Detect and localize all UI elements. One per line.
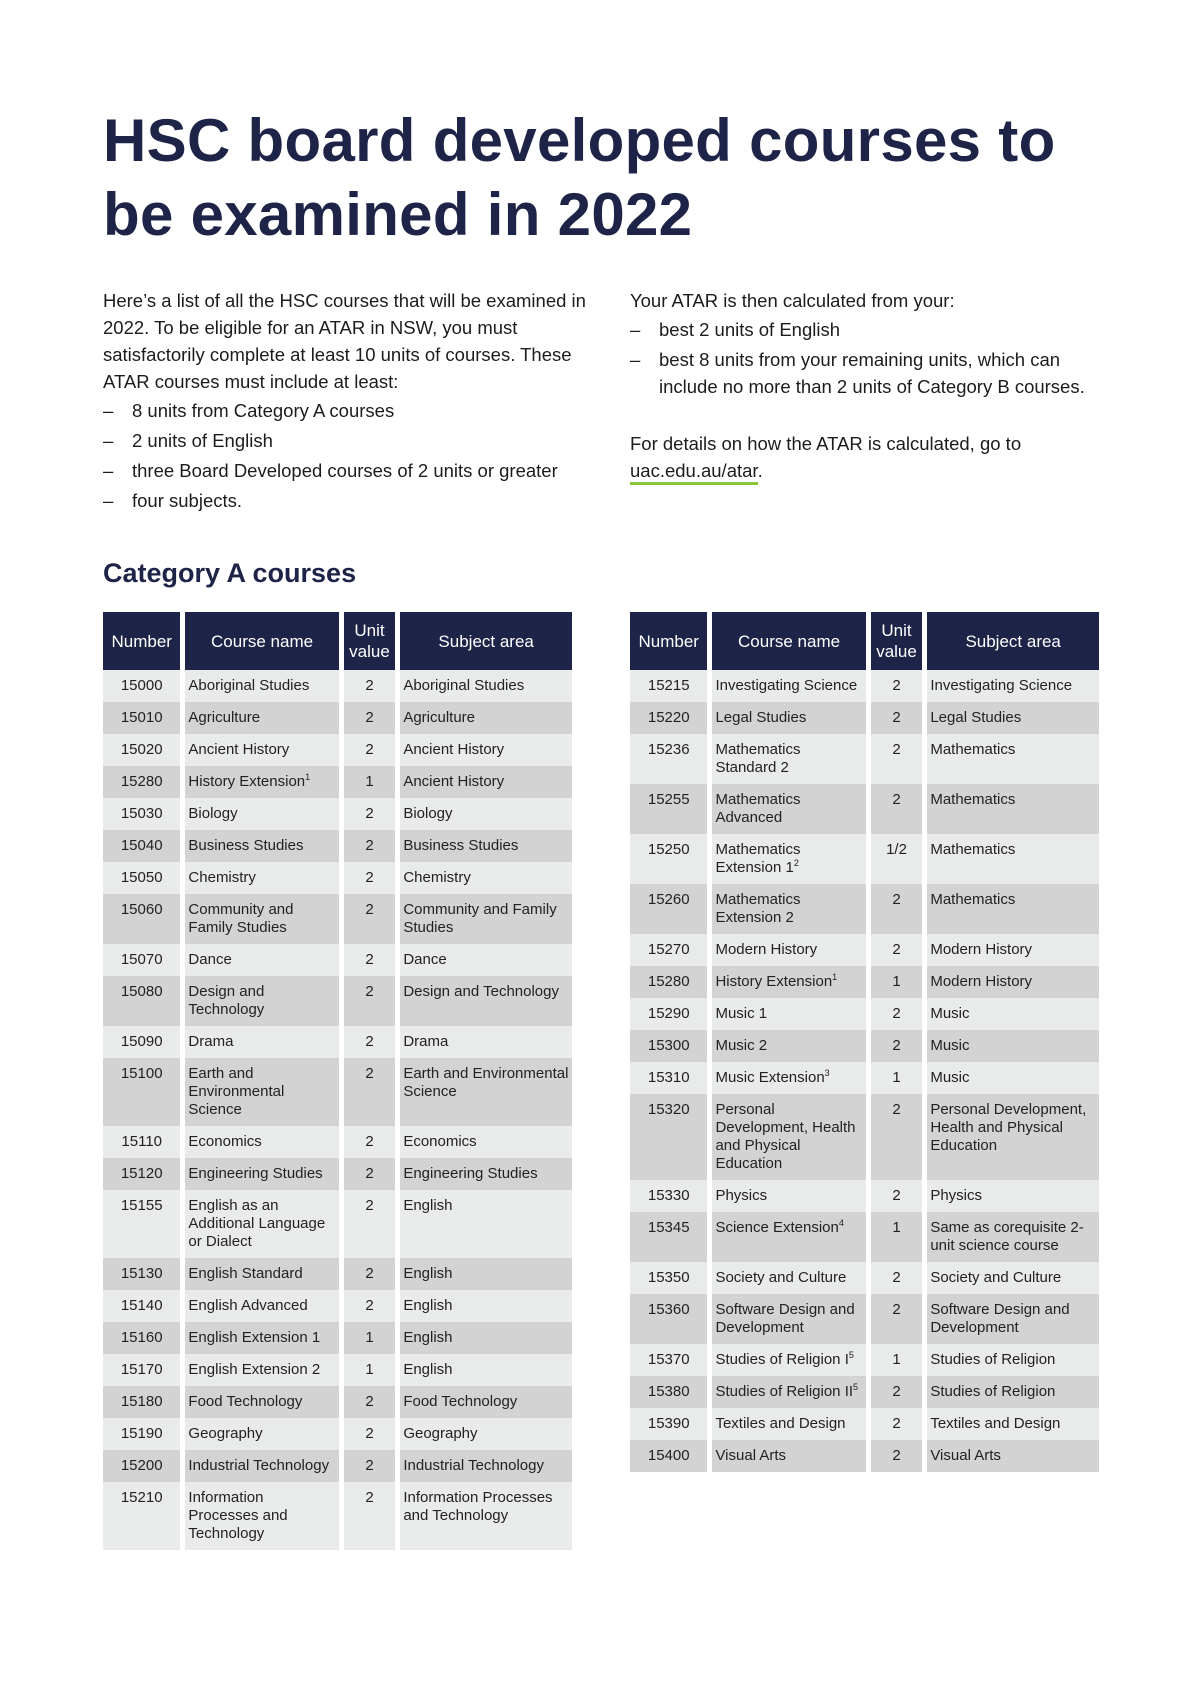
subject-area: Information Processes and Technology	[400, 1482, 572, 1550]
unit-value: 2	[871, 934, 923, 966]
table-row	[103, 1482, 572, 1550]
details-paragraph: For details on how the ATAR is calculated, go to uac.edu.au/atar.	[630, 430, 1100, 484]
footnote-marker: 4	[838, 1218, 844, 1228]
table-row	[103, 1418, 572, 1450]
unit-value: 1	[344, 1354, 396, 1386]
table-row	[630, 1262, 1099, 1294]
course-number: 15110	[103, 1126, 180, 1158]
table-row	[103, 702, 572, 734]
unit-value: 2	[344, 976, 396, 1026]
header-subject-area: Subject area	[400, 612, 572, 670]
course-name: English Extension 2	[185, 1354, 338, 1386]
table-row	[103, 830, 572, 862]
course-name: English Advanced	[185, 1290, 338, 1322]
course-name: Geography	[185, 1418, 338, 1450]
unit-value: 1/2	[871, 834, 923, 884]
unit-value: 2	[344, 702, 396, 734]
table-row	[630, 702, 1099, 734]
table-row	[630, 1376, 1099, 1408]
course-name: Drama	[185, 1026, 338, 1058]
course-name: Music Extension$^3$	[712, 1062, 865, 1094]
atar-link[interactable]: uac.edu.au/atar	[630, 460, 758, 485]
unit-value: 2	[344, 1290, 396, 1322]
unit-value: 2	[344, 1126, 396, 1158]
unit-value: 2	[344, 862, 396, 894]
subject-area: Agriculture	[400, 702, 572, 734]
table-row	[103, 798, 572, 830]
section-heading: Category A courses	[103, 558, 357, 588]
table-row	[103, 1386, 572, 1418]
course-name: Engineering Studies	[185, 1158, 338, 1190]
unit-value: 2	[871, 734, 923, 784]
subject-area: Food Technology	[400, 1386, 572, 1418]
course-name: Ancient History	[185, 734, 338, 766]
table-row	[630, 998, 1099, 1030]
course-name: Design and Technology	[185, 976, 338, 1026]
course-number: 15300	[630, 1030, 707, 1062]
table-row	[630, 1440, 1099, 1472]
subject-area: Business Studies	[400, 830, 572, 862]
course-number: 15180	[103, 1386, 180, 1418]
course-name: Music 1	[712, 998, 865, 1030]
list-item: – three Board Developed courses of 2 units or greater	[103, 457, 593, 484]
subject-area: Industrial Technology	[400, 1450, 572, 1482]
course-name: Dance	[185, 944, 338, 976]
course-name: Chemistry	[185, 862, 338, 894]
table-row	[103, 734, 572, 766]
table-row	[630, 1212, 1099, 1262]
unit-value: 1	[344, 1322, 396, 1354]
course-number: 15070	[103, 944, 180, 976]
course-number: 15250	[630, 834, 707, 884]
unit-value: 2	[871, 1408, 923, 1440]
unit-value: 2	[344, 1190, 396, 1258]
intro-paragraph: Here’s a list of all the HSC courses that will be examined in 2022. To be eligible for an ATAR in NSW, you must satisfactorily complete at least 10 units of courses. These ATAR courses must include at least:	[103, 290, 586, 392]
unit-value: 2	[344, 670, 396, 702]
footnote-marker: 3	[824, 1068, 830, 1078]
course-number: 15000	[103, 670, 180, 702]
unit-value: 2	[871, 702, 923, 734]
subject-area: English	[400, 1354, 572, 1386]
unit-value: 1	[871, 1344, 923, 1376]
subject-area: Society and Culture	[927, 1262, 1099, 1294]
course-name: Music 2	[712, 1030, 865, 1062]
table-row	[103, 944, 572, 976]
subject-area: Dance	[400, 944, 572, 976]
course-number: 15380	[630, 1376, 707, 1408]
course-name: Community and Family Studies	[185, 894, 338, 944]
header-course-name: Course name	[712, 612, 865, 670]
table-row	[630, 884, 1099, 934]
table-row	[630, 1294, 1099, 1344]
course-name: Earth and Environmental Science	[185, 1058, 338, 1126]
subject-area: Earth and Environmental Science	[400, 1058, 572, 1126]
unit-value: 2	[871, 1030, 923, 1062]
subject-area: Music	[927, 998, 1099, 1030]
unit-value: 2	[344, 1450, 396, 1482]
course-name: English Standard	[185, 1258, 338, 1290]
course-number: 15236	[630, 734, 707, 784]
unit-value: 2	[871, 670, 923, 702]
unit-value: 2	[344, 1418, 396, 1450]
unit-value: 2	[871, 1262, 923, 1294]
unit-value: 2	[344, 1026, 396, 1058]
course-number: 15280	[630, 966, 707, 998]
course-number: 15100	[103, 1058, 180, 1126]
course-number: 15320	[630, 1094, 707, 1180]
subject-area: English	[400, 1258, 572, 1290]
unit-value: 2	[344, 798, 396, 830]
header-course-name: Course name	[185, 612, 338, 670]
course-number: 15155	[103, 1190, 180, 1258]
subject-area: Geography	[400, 1418, 572, 1450]
subject-area: Investigating Science	[927, 670, 1099, 702]
subject-area: Mathematics	[927, 884, 1099, 934]
subject-area: Physics	[927, 1180, 1099, 1212]
unit-value: 2	[344, 1258, 396, 1290]
course-name: Legal Studies	[712, 702, 865, 734]
list-item: – 8 units from Category A courses	[103, 397, 593, 424]
subject-area: Community and Family Studies	[400, 894, 572, 944]
course-name: Modern History	[712, 934, 865, 966]
course-number: 15210	[103, 1482, 180, 1550]
unit-value: 2	[871, 1180, 923, 1212]
course-number: 15290	[630, 998, 707, 1030]
unit-value: 2	[344, 944, 396, 976]
course-number: 15040	[103, 830, 180, 862]
course-name: Studies of Religion $II^5$	[712, 1376, 865, 1408]
course-number: 15345	[630, 1212, 707, 1262]
subject-area: Ancient History	[400, 734, 572, 766]
header-unit-value: Unit value	[871, 612, 923, 670]
courses-table-right	[625, 612, 1104, 1472]
header-unit-value: Unit value	[344, 612, 396, 670]
header-subject-area: Subject area	[927, 612, 1099, 670]
unit-value: 2	[344, 894, 396, 944]
course-name: Mathematics Extension 2	[712, 884, 865, 934]
courses-table-left	[98, 612, 577, 1550]
intro-right	[630, 287, 1100, 484]
course-number: 15400	[630, 1440, 707, 1472]
subject-area: Biology	[400, 798, 572, 830]
table-row	[103, 1450, 572, 1482]
subject-area: English	[400, 1322, 572, 1354]
table-row	[630, 1094, 1099, 1180]
subject-area: Visual Arts	[927, 1440, 1099, 1472]
course-name: Aboriginal Studies	[185, 670, 338, 702]
header-number: Number	[103, 612, 180, 670]
unit-value: 2	[871, 1294, 923, 1344]
subject-area: Mathematics	[927, 734, 1099, 784]
subject-area: Studies of Religion	[927, 1344, 1099, 1376]
requirements-list	[103, 397, 593, 514]
course-name: Economics	[185, 1126, 338, 1158]
subject-area: Mathematics	[927, 784, 1099, 834]
course-name: Mathematics Advanced	[712, 784, 865, 834]
table-row	[103, 1354, 572, 1386]
subject-area: Legal Studies	[927, 702, 1099, 734]
unit-value: 2	[344, 1386, 396, 1418]
course-number: 15220	[630, 702, 707, 734]
unit-value: 1	[344, 766, 396, 798]
subject-area: Mathematics	[927, 834, 1099, 884]
unit-value: 1	[871, 966, 923, 998]
table-row	[630, 1180, 1099, 1212]
table-row	[103, 1190, 572, 1258]
subject-area: Engineering Studies	[400, 1158, 572, 1190]
course-name: Software Design and Development	[712, 1294, 865, 1344]
subject-area: Design and Technology	[400, 976, 572, 1026]
course-name: Mathematics Standard 2	[712, 734, 865, 784]
footnote-marker: 5	[848, 1350, 854, 1360]
subject-area: Software Design and Development	[927, 1294, 1099, 1344]
table-row	[103, 1322, 572, 1354]
course-number: 15190	[103, 1418, 180, 1450]
dash-bullet: –	[630, 319, 641, 340]
intro-left	[103, 287, 593, 517]
course-number: 15060	[103, 894, 180, 944]
dash-bullet: –	[103, 490, 114, 511]
course-number: 15330	[630, 1180, 707, 1212]
subject-area: English	[400, 1190, 572, 1258]
table-row	[630, 834, 1099, 884]
table-row	[103, 976, 572, 1026]
list-item: – 2 units of English	[103, 427, 593, 454]
course-name: Physics	[712, 1180, 865, 1212]
course-number: 15200	[103, 1450, 180, 1482]
atar-lead: Your ATAR is then calculated from your:	[630, 290, 955, 311]
table-row	[103, 1290, 572, 1322]
subject-area: Textiles and Design	[927, 1408, 1099, 1440]
course-name: Science Extension$^4$	[712, 1212, 865, 1262]
table-row	[630, 784, 1099, 834]
unit-value: 2	[344, 830, 396, 862]
course-name: Information Processes and Technology	[185, 1482, 338, 1550]
subject-area: English	[400, 1290, 572, 1322]
subject-area: Studies of Religion	[927, 1376, 1099, 1408]
atar-list	[630, 316, 1100, 400]
course-name: Visual Arts	[712, 1440, 865, 1472]
subject-area: Ancient History	[400, 766, 572, 798]
course-name: Biology	[185, 798, 338, 830]
dash-bullet: –	[103, 460, 114, 481]
course-name: History Extension$^1$	[185, 766, 338, 798]
footnote-marker: 1	[832, 972, 838, 982]
subject-area: Economics	[400, 1126, 572, 1158]
course-number: 15050	[103, 862, 180, 894]
course-number: 15310	[630, 1062, 707, 1094]
subject-area: Modern History	[927, 934, 1099, 966]
unit-value: 2	[871, 1376, 923, 1408]
table-row	[630, 1408, 1099, 1440]
unit-value: 1	[871, 1212, 923, 1262]
course-name: History Extension$^1$	[712, 966, 865, 998]
course-name: Studies of Religion $I^5$	[712, 1344, 865, 1376]
list-item: – best 8 units from your remaining units, which can include no more than 2 units of Category B courses.	[630, 346, 1100, 400]
unit-value: 2	[871, 998, 923, 1030]
list-item: – four subjects.	[103, 487, 593, 514]
table-row	[103, 1026, 572, 1058]
course-name: Food Technology	[185, 1386, 338, 1418]
course-number: 15360	[630, 1294, 707, 1344]
table-row	[103, 766, 572, 798]
unit-value: 2	[871, 1440, 923, 1472]
course-name: Mathematics Extension $1^2$	[712, 834, 865, 884]
table-row	[630, 1344, 1099, 1376]
course-number: 15270	[630, 934, 707, 966]
course-number: 15260	[630, 884, 707, 934]
footnote-marker: 2	[793, 858, 799, 868]
table-row	[630, 966, 1099, 998]
footnote-marker: 1	[305, 772, 311, 782]
course-name: Investigating Science	[712, 670, 865, 702]
table-row	[630, 1030, 1099, 1062]
course-number: 15255	[630, 784, 707, 834]
course-name: Personal Development, Health and Physical Education	[712, 1094, 865, 1180]
table-row	[630, 734, 1099, 784]
subject-area: Personal Development, Health and Physical Education	[927, 1094, 1099, 1180]
course-number: 15120	[103, 1158, 180, 1190]
header-number: Number	[630, 612, 707, 670]
table-row	[103, 1058, 572, 1126]
table-row	[630, 934, 1099, 966]
unit-value: 2	[871, 784, 923, 834]
unit-value: 2	[871, 1094, 923, 1180]
course-name: Business Studies	[185, 830, 338, 862]
course-number: 15030	[103, 798, 180, 830]
unit-value: 1	[871, 1062, 923, 1094]
course-name: Textiles and Design	[712, 1408, 865, 1440]
table-row	[103, 862, 572, 894]
unit-value: 2	[344, 734, 396, 766]
course-number: 15350	[630, 1262, 707, 1294]
course-number: 15215	[630, 670, 707, 702]
table-row	[103, 1258, 572, 1290]
course-number: 15160	[103, 1322, 180, 1354]
course-number: 15020	[103, 734, 180, 766]
subject-area: Modern History	[927, 966, 1099, 998]
course-name: English as an Additional Language or Dialect	[185, 1190, 338, 1258]
course-name: English Extension 1	[185, 1322, 338, 1354]
course-number: 15010	[103, 702, 180, 734]
course-name: Industrial Technology	[185, 1450, 338, 1482]
course-name: Society and Culture	[712, 1262, 865, 1294]
subject-area: Chemistry	[400, 862, 572, 894]
dash-bullet: –	[103, 430, 114, 451]
subject-area: Music	[927, 1030, 1099, 1062]
course-number: 15280	[103, 766, 180, 798]
table-row	[103, 1158, 572, 1190]
table-row	[103, 670, 572, 702]
page-title: HSC board developed courses to be examined in 2022	[103, 107, 1056, 248]
course-number: 15130	[103, 1258, 180, 1290]
unit-value: 2	[344, 1058, 396, 1126]
table-row	[630, 670, 1099, 702]
subject-area: Aboriginal Studies	[400, 670, 572, 702]
course-number: 15140	[103, 1290, 180, 1322]
course-number: 15080	[103, 976, 180, 1026]
footnote-marker: 5	[853, 1382, 859, 1392]
subject-area: Drama	[400, 1026, 572, 1058]
course-number: 15370	[630, 1344, 707, 1376]
course-number: 15390	[630, 1408, 707, 1440]
subject-area: Same as corequisite 2-unit science course	[927, 1212, 1099, 1262]
unit-value: 2	[871, 884, 923, 934]
course-number: 15090	[103, 1026, 180, 1058]
dash-bullet: –	[103, 400, 114, 421]
table-row	[103, 894, 572, 944]
unit-value: 2	[344, 1158, 396, 1190]
dash-bullet: –	[630, 349, 641, 370]
table-row	[103, 1126, 572, 1158]
table-row	[630, 1062, 1099, 1094]
unit-value: 2	[344, 1482, 396, 1550]
course-name: Agriculture	[185, 702, 338, 734]
subject-area: Music	[927, 1062, 1099, 1094]
list-item: – best 2 units of English	[630, 316, 1100, 343]
course-number: 15170	[103, 1354, 180, 1386]
